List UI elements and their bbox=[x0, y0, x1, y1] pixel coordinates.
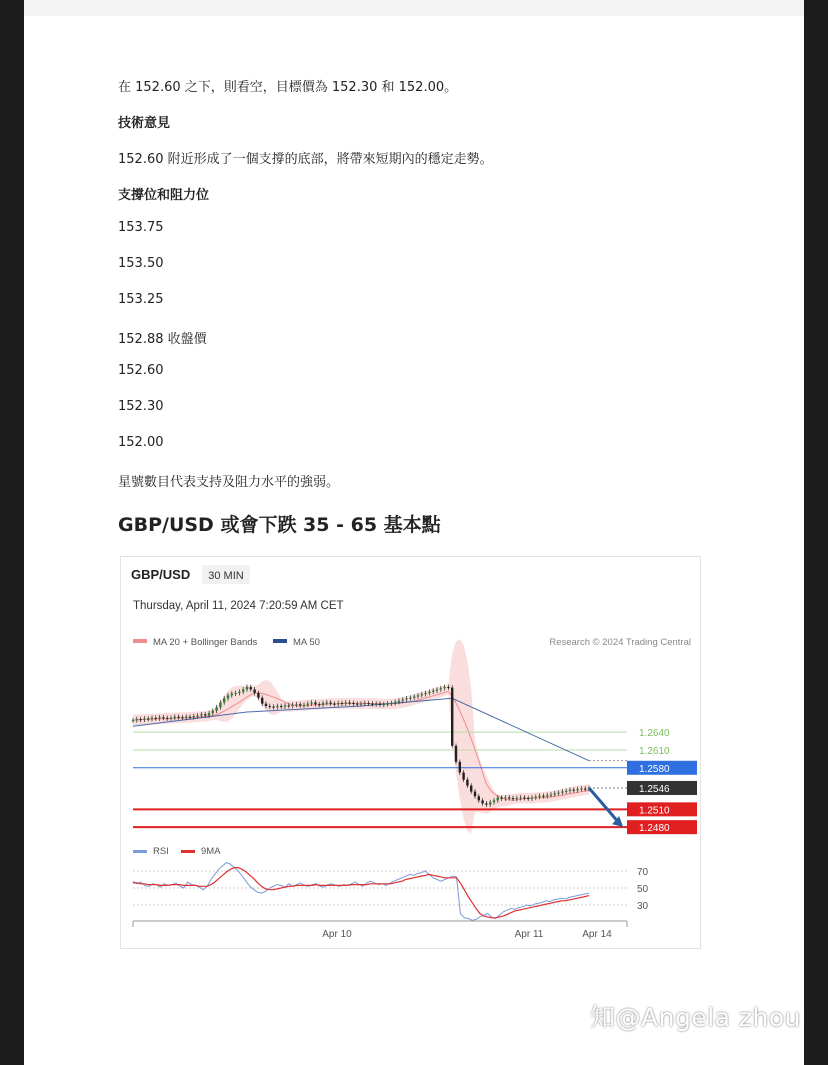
candle-body bbox=[322, 703, 324, 705]
timeframe-label: 30 MIN bbox=[208, 570, 244, 582]
candle-body bbox=[329, 702, 331, 703]
rsi-panel bbox=[133, 863, 649, 921]
level-item: 152.00 bbox=[118, 435, 164, 450]
candle-body bbox=[246, 687, 248, 689]
candle-body bbox=[424, 693, 426, 694]
level-item-close: 152.88 收盤價 bbox=[118, 332, 207, 347]
candle-body bbox=[261, 698, 263, 704]
candle-body bbox=[364, 703, 366, 704]
candle-body bbox=[250, 687, 252, 689]
candle-body bbox=[174, 717, 176, 718]
candle-body bbox=[516, 798, 518, 799]
candle-body bbox=[352, 703, 354, 704]
price-level-label: 1.2546 bbox=[639, 783, 670, 795]
candle-body bbox=[481, 800, 483, 803]
candle-body bbox=[196, 716, 198, 717]
candle-body bbox=[538, 796, 540, 797]
candle-body bbox=[345, 702, 347, 703]
candle-body bbox=[181, 717, 183, 718]
candle-body bbox=[462, 773, 464, 780]
rsi-9ma-line bbox=[133, 868, 589, 918]
candle-body bbox=[227, 695, 229, 698]
candle-body bbox=[432, 691, 434, 692]
legend-label-9ma: 9MA bbox=[201, 846, 221, 857]
candle-body bbox=[269, 706, 271, 707]
article-line-technical-comment: 152.60 附近形成了一個支撐的底部，將帶來短期內的穩定走勢。 bbox=[118, 152, 493, 167]
candle-body bbox=[333, 704, 335, 705]
candle-body bbox=[337, 703, 339, 704]
candle-body bbox=[132, 720, 134, 721]
candle-body bbox=[356, 704, 358, 705]
candle-body bbox=[253, 689, 255, 693]
candle-body bbox=[212, 711, 214, 713]
candle-body bbox=[386, 704, 388, 705]
candle-body bbox=[143, 719, 145, 720]
legend-swatch-bollinger bbox=[133, 639, 147, 643]
candle-body bbox=[295, 704, 297, 705]
candle-body bbox=[147, 719, 149, 720]
candle-body bbox=[554, 793, 556, 794]
candle-body bbox=[189, 717, 191, 718]
candle-body bbox=[136, 719, 138, 720]
candle-body bbox=[284, 705, 286, 706]
candle-body bbox=[409, 698, 411, 699]
candle-body bbox=[508, 797, 510, 798]
candle-body bbox=[310, 702, 312, 703]
chart-card bbox=[120, 556, 701, 949]
rsi-tick-label: 70 bbox=[637, 867, 649, 878]
article-page bbox=[24, 0, 804, 1065]
candle-body bbox=[542, 796, 544, 797]
price-panel bbox=[132, 639, 697, 834]
price-level-label: 1.2640 bbox=[639, 728, 670, 740]
candle-body bbox=[561, 792, 563, 793]
candle-body bbox=[299, 704, 301, 705]
candle-body bbox=[459, 762, 461, 773]
candle-body bbox=[348, 702, 350, 703]
candle-body bbox=[280, 706, 282, 707]
candle-body bbox=[170, 718, 172, 719]
article-line-bearish: 在 152.60 之下，則看空，目標價為 152.30 和 152.00。 bbox=[118, 80, 458, 95]
candle-body bbox=[193, 716, 195, 717]
candle-body bbox=[291, 705, 293, 706]
candle-body bbox=[139, 719, 141, 720]
page-top-strip bbox=[24, 0, 804, 16]
candle-body bbox=[413, 697, 415, 698]
candle-body bbox=[185, 717, 187, 718]
legend-swatch-ma50 bbox=[273, 639, 287, 643]
price-level-label: 1.2480 bbox=[639, 823, 670, 835]
rsi-tick-label: 30 bbox=[637, 901, 649, 912]
candle-body bbox=[580, 789, 582, 790]
candle-body bbox=[242, 689, 244, 691]
candle-body bbox=[489, 802, 491, 804]
candle-body bbox=[375, 704, 377, 705]
candle-body bbox=[497, 797, 499, 800]
chart-timestamp: Thursday, April 11, 2024 7:20:59 AM CET bbox=[133, 600, 344, 612]
candle-body bbox=[367, 703, 369, 704]
candle-body bbox=[405, 698, 407, 699]
price-level-label: 1.2510 bbox=[639, 805, 670, 817]
candle-body bbox=[158, 717, 160, 718]
watermark-text: 知@Angela zhou bbox=[590, 1003, 802, 1032]
level-item: 153.75 bbox=[118, 220, 164, 235]
x-tick-label: Apr 11 bbox=[514, 929, 544, 940]
x-tick-label: Apr 14 bbox=[582, 929, 612, 940]
legend-label-rsi: RSI bbox=[153, 846, 169, 857]
candle-body bbox=[569, 790, 571, 791]
candle-body bbox=[257, 693, 259, 698]
candle-body bbox=[557, 793, 559, 794]
candle-body bbox=[314, 702, 316, 704]
candle-body bbox=[155, 718, 157, 719]
candle-body bbox=[466, 780, 468, 786]
candle-body bbox=[565, 791, 567, 792]
candle-body bbox=[535, 797, 537, 798]
candle-body bbox=[238, 692, 240, 693]
level-item: 153.50 bbox=[118, 256, 164, 271]
legend-swatch-9ma bbox=[181, 850, 195, 853]
chart-credit: Research © 2024 Trading Central bbox=[549, 637, 691, 648]
x-axis bbox=[133, 921, 627, 940]
candle-body bbox=[443, 687, 445, 688]
level-item: 152.60 bbox=[118, 363, 164, 378]
candle-body bbox=[390, 703, 392, 704]
candle-body bbox=[584, 789, 586, 790]
candle-body bbox=[474, 792, 476, 797]
candle-body bbox=[512, 798, 514, 799]
candle-body bbox=[151, 718, 153, 719]
candle-body bbox=[223, 698, 225, 702]
candle-body bbox=[455, 746, 457, 762]
candle-body bbox=[504, 797, 506, 798]
candle-body bbox=[272, 707, 274, 708]
legend-swatch-rsi bbox=[133, 850, 147, 853]
level-item: 153.25 bbox=[118, 292, 164, 307]
legend-label-bollinger: MA 20 + Bollinger Bands bbox=[153, 637, 258, 648]
candle-body bbox=[200, 714, 202, 715]
candle-body bbox=[371, 704, 373, 705]
candle-body bbox=[398, 701, 400, 702]
candle-body bbox=[394, 702, 396, 703]
candle-body bbox=[204, 714, 206, 715]
x-tick-label: Apr 10 bbox=[322, 929, 352, 940]
chart-symbol: GBP/USD bbox=[131, 567, 191, 582]
article-note-stars: 星號數目代表支持及阻力水平的強弱。 bbox=[118, 475, 340, 490]
candle-body bbox=[360, 704, 362, 705]
candle-body bbox=[485, 803, 487, 804]
rsi-tick-label: 50 bbox=[637, 884, 649, 895]
candle-body bbox=[288, 705, 290, 706]
level-item: 152.30 bbox=[118, 399, 164, 414]
candle-body bbox=[417, 695, 419, 696]
candle-body bbox=[493, 800, 495, 802]
candle-body bbox=[421, 694, 423, 695]
candle-body bbox=[519, 797, 521, 798]
forecast-arrow-shaft bbox=[589, 788, 619, 823]
candle-body bbox=[500, 797, 502, 798]
candle-body bbox=[341, 703, 343, 704]
candle-body bbox=[436, 689, 438, 690]
candle-body bbox=[265, 704, 267, 706]
candle-body bbox=[576, 789, 578, 790]
candle-body bbox=[219, 702, 221, 707]
candle-body bbox=[379, 704, 381, 705]
candle-body bbox=[177, 717, 179, 718]
candle-body bbox=[527, 798, 529, 799]
candle-body bbox=[215, 707, 217, 711]
candle-body bbox=[451, 688, 453, 746]
candle-body bbox=[478, 796, 480, 800]
candle-body bbox=[234, 693, 236, 694]
candle-body bbox=[428, 692, 430, 693]
candle-body bbox=[326, 702, 328, 703]
section-heading: GBP/USD 或會下跌 35 - 65 基本點 bbox=[118, 514, 441, 536]
price-level-label: 1.2610 bbox=[639, 745, 670, 757]
candle-body bbox=[402, 700, 404, 701]
candle-body bbox=[162, 717, 164, 718]
candle-body bbox=[531, 797, 533, 798]
candle-body bbox=[318, 704, 320, 705]
candle-body bbox=[208, 713, 210, 715]
candle-body bbox=[303, 705, 305, 706]
candle-body bbox=[546, 795, 548, 796]
candle-body bbox=[470, 786, 472, 792]
chart-svg bbox=[121, 557, 700, 948]
candle-body bbox=[550, 795, 552, 796]
candle-body bbox=[307, 704, 309, 705]
article-subheading-levels: 支撐位和阻力位 bbox=[118, 188, 210, 203]
legend-label-ma50: MA 50 bbox=[293, 637, 320, 648]
candle-body bbox=[573, 790, 575, 791]
bollinger-band bbox=[133, 639, 589, 833]
candle-body bbox=[231, 694, 233, 696]
price-level-label: 1.2580 bbox=[639, 763, 670, 775]
candle-body bbox=[447, 687, 449, 688]
candle-body bbox=[523, 797, 525, 798]
candle-body bbox=[166, 718, 168, 719]
candle-body bbox=[383, 704, 385, 705]
article-subheading-technical: 技術意見 bbox=[118, 116, 171, 131]
candle-body bbox=[440, 688, 442, 689]
candle-body bbox=[276, 706, 278, 707]
